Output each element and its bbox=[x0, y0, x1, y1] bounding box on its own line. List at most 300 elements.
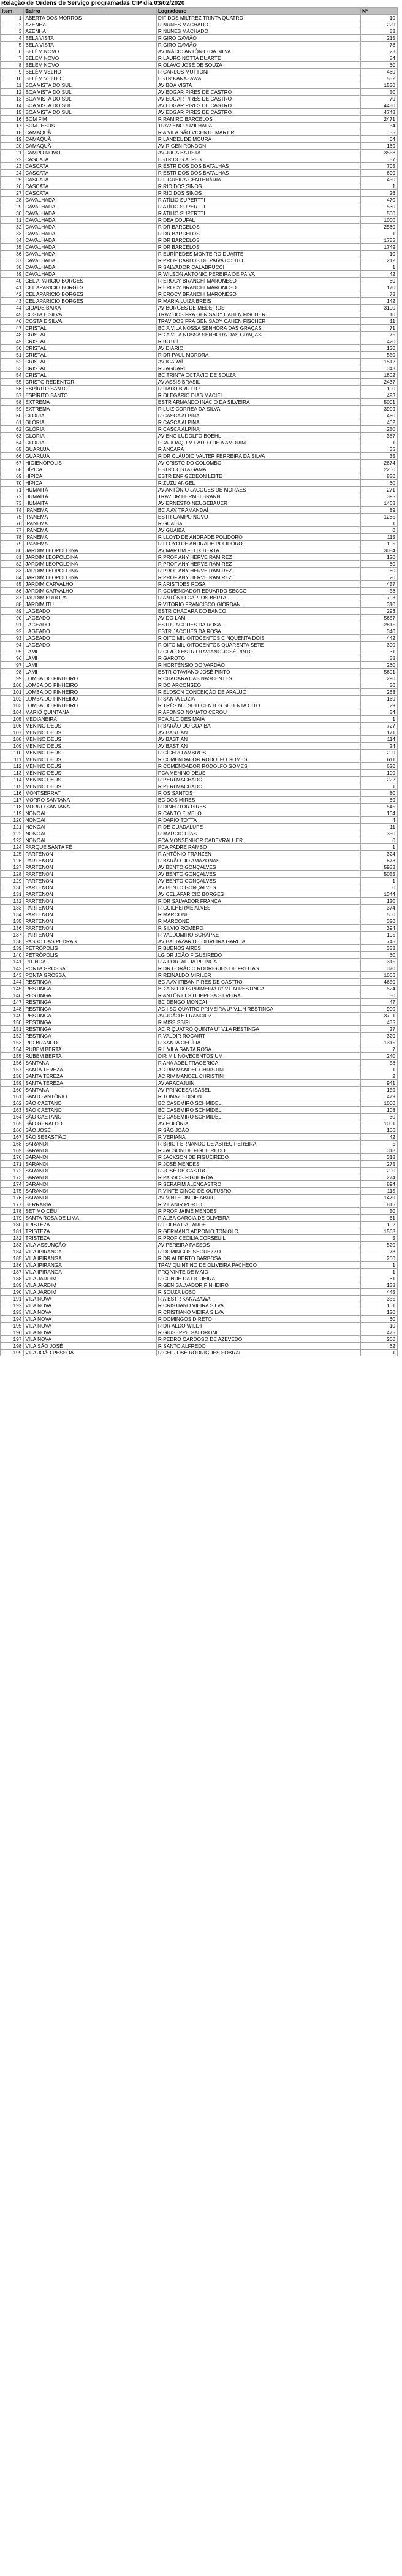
cell-numero: 394 bbox=[361, 925, 398, 932]
table-row bbox=[1, 1080, 398, 1087]
table-row bbox=[1, 669, 398, 675]
cell-item: 118 bbox=[1, 804, 24, 810]
cell-logradouro: AV BENTO GONÇALVES bbox=[156, 864, 360, 871]
cell-bairro: IPANEMA bbox=[24, 527, 157, 534]
table-row bbox=[1, 655, 398, 662]
cell-logradouro: R ÍTALO BRUTTO bbox=[156, 386, 360, 392]
table-row bbox=[1, 278, 398, 284]
table-row bbox=[1, 662, 398, 669]
table-row bbox=[1, 338, 398, 345]
cell-numero: 27 bbox=[361, 1026, 398, 1033]
cell-logradouro: R VALDIR ROCAIRT bbox=[156, 1033, 360, 1039]
cell-logradouro: R CRISTIANO VIEIRA SILVA bbox=[156, 1309, 360, 1316]
table-row bbox=[1, 210, 398, 217]
cell-bairro: CEL APARICIO BORGES bbox=[24, 298, 157, 305]
cell-item: 30 bbox=[1, 210, 24, 217]
cell-logradouro: AV PEREIRA PASSOS bbox=[156, 1242, 360, 1248]
table-row bbox=[1, 217, 398, 224]
cell-bairro: CAMPO NOVO bbox=[24, 150, 157, 156]
cell-logradouro: R MARCIO DIAS bbox=[156, 830, 360, 837]
cell-bairro: CAVALHADA bbox=[24, 197, 157, 203]
cell-bairro: SÃO GERALDO bbox=[24, 1120, 157, 1127]
cell-logradouro: R PERI MACHADO bbox=[156, 783, 360, 790]
cell-item: 32 bbox=[1, 224, 24, 230]
cell-numero: 240 bbox=[361, 1053, 398, 1060]
cell-bairro: VILA IPIRANGA bbox=[24, 1269, 157, 1275]
cell-logradouro: R DR SALVADOR FRANÇA bbox=[156, 898, 360, 905]
cell-bairro: MENINO DEUS bbox=[24, 723, 157, 729]
cell-numero: 80 bbox=[361, 278, 398, 284]
table-row bbox=[1, 1073, 398, 1080]
cell-logradouro: AC RIV MANOEL CHRISTINI bbox=[156, 1066, 360, 1073]
cell-item: 196 bbox=[1, 1329, 24, 1336]
cell-numero: 1 bbox=[361, 878, 398, 884]
table-row bbox=[1, 123, 398, 129]
table-row bbox=[1, 21, 398, 28]
cell-numero: 35 bbox=[361, 453, 398, 460]
cell-numero: 115 bbox=[361, 534, 398, 541]
cell-bairro: RESTINGA bbox=[24, 1019, 157, 1026]
table-row bbox=[1, 1168, 398, 1174]
cell-bairro: SARANDI bbox=[24, 1195, 157, 1201]
cell-bairro: PARTENON bbox=[24, 871, 157, 878]
table-row bbox=[1, 1208, 398, 1215]
cell-item: 193 bbox=[1, 1309, 24, 1316]
cell-item: 5 bbox=[1, 42, 24, 48]
cell-numero: 53 bbox=[361, 28, 398, 35]
cell-item: 140 bbox=[1, 952, 24, 959]
cell-bairro: IPANEMA bbox=[24, 507, 157, 514]
cell-numero: 690 bbox=[361, 170, 398, 177]
cell-numero: 30 bbox=[361, 1114, 398, 1120]
cell-item: 191 bbox=[1, 1296, 24, 1302]
cell-bairro: IPANEMA bbox=[24, 514, 157, 520]
cell-item: 43 bbox=[1, 298, 24, 305]
cell-logradouro: AC R QUATRO QUINTA U° V.LA RESTINGA bbox=[156, 1026, 360, 1033]
cell-numero: 54 bbox=[361, 709, 398, 716]
cell-bairro: CAVALHADA bbox=[24, 251, 157, 257]
cell-numero: 58 bbox=[361, 655, 398, 662]
cell-numero: 1568 bbox=[361, 1228, 398, 1235]
cell-numero: 78 bbox=[361, 42, 398, 48]
column-header-numero: Nº bbox=[361, 8, 398, 15]
cell-bairro: MENINO DEUS bbox=[24, 729, 157, 736]
cell-logradouro: R EROCY BRANCHI MARONESO bbox=[156, 278, 360, 284]
cell-logradouro: AV BENTO GONÇALVES bbox=[156, 878, 360, 884]
cell-logradouro: ESTR JACOUES DA ROSA bbox=[156, 621, 360, 628]
table-row bbox=[1, 1235, 398, 1242]
cell-logradouro: R CEL JOSÉ RODRIGUES SOBRAL bbox=[156, 1350, 360, 1356]
cell-item: 33 bbox=[1, 230, 24, 237]
table-row bbox=[1, 1066, 398, 1073]
cell-numero: 0 bbox=[361, 837, 398, 844]
table-row bbox=[1, 257, 398, 264]
cell-bairro: SANTANA bbox=[24, 1060, 157, 1066]
cell-item: 165 bbox=[1, 1120, 24, 1127]
cell-bairro: BOA VISTA DO SUL bbox=[24, 109, 157, 116]
table-row bbox=[1, 911, 398, 918]
cell-logradouro: R ATÍLIO SUPERTTI bbox=[156, 197, 360, 203]
cell-logradouro: R SANTA CECÍLIA bbox=[156, 1039, 360, 1046]
cell-logradouro: R OLEGÁRIO DIAS MACIEL bbox=[156, 392, 360, 399]
cell-bairro: MENINO DEUS bbox=[24, 750, 157, 756]
cell-numero: 320 bbox=[361, 1033, 398, 1039]
cell-logradouro: AV BASTIAN bbox=[156, 729, 360, 736]
cell-bairro: ESPÍRITO SANTO bbox=[24, 386, 157, 392]
cell-bairro: BOA VISTA DO SUL bbox=[24, 102, 157, 109]
cell-item: 164 bbox=[1, 1114, 24, 1120]
cell-item: 180 bbox=[1, 1222, 24, 1228]
table-row bbox=[1, 965, 398, 972]
cell-numero: 5 bbox=[361, 1235, 398, 1242]
table-row bbox=[1, 311, 398, 318]
cell-numero: 1285 bbox=[361, 514, 398, 520]
table-row bbox=[1, 426, 398, 433]
cell-numero: 50 bbox=[361, 1208, 398, 1215]
cell-numero: 215 bbox=[361, 35, 398, 42]
cell-item: 79 bbox=[1, 541, 24, 547]
cell-bairro: BOA VISTA DO SUL bbox=[24, 82, 157, 89]
cell-numero: 1 bbox=[361, 1066, 398, 1073]
cell-bairro: CAMAQUÃ bbox=[24, 136, 157, 143]
cell-bairro: VILA ASSUNÇÃO bbox=[24, 1242, 157, 1248]
cell-logradouro: R PEDRO CARDOSO DE AZEVEDO bbox=[156, 1336, 360, 1343]
cell-logradouro: AV INÁCIO ANTÔNIO DA SILVA bbox=[156, 48, 360, 55]
table-row bbox=[1, 412, 398, 419]
cell-numero: 374 bbox=[361, 905, 398, 911]
cell-item: 98 bbox=[1, 669, 24, 675]
cell-item: 51 bbox=[1, 352, 24, 359]
cell-numero: 5601 bbox=[361, 669, 398, 675]
cell-numero: 355 bbox=[361, 1296, 398, 1302]
cell-numero: 260 bbox=[361, 1336, 398, 1343]
table-row bbox=[1, 581, 398, 588]
cell-numero: 2674 bbox=[361, 460, 398, 466]
cell-numero: 80 bbox=[361, 561, 398, 568]
cell-bairro: SARANDI bbox=[24, 1154, 157, 1161]
table-row bbox=[1, 1100, 398, 1107]
cell-logradouro: AV CEL APARICIO BORGES bbox=[156, 891, 360, 898]
cell-bairro: PONTA GROSSA bbox=[24, 972, 157, 979]
cell-logradouro: R REINALDO MIRILER bbox=[156, 972, 360, 979]
cell-logradouro: R LLOYD DE ANDRADE POLIDORO bbox=[156, 534, 360, 541]
cell-logradouro: R VALDOMIRO SCHAPKE bbox=[156, 932, 360, 938]
table-row bbox=[1, 1188, 398, 1195]
cell-item: 6 bbox=[1, 48, 24, 55]
cell-item: 114 bbox=[1, 777, 24, 783]
cell-item: 93 bbox=[1, 635, 24, 642]
cell-item: 15 bbox=[1, 109, 24, 116]
cell-logradouro: R DO ARCONSEO bbox=[156, 682, 360, 689]
table-row bbox=[1, 608, 398, 615]
cell-numero: 450 bbox=[361, 177, 398, 183]
cell-numero: 89 bbox=[361, 507, 398, 514]
cell-numero: 500 bbox=[361, 210, 398, 217]
cell-numero: 324 bbox=[361, 851, 398, 857]
cell-logradouro: R MARIA LUIZA BREIS bbox=[156, 298, 360, 305]
table-row bbox=[1, 284, 398, 291]
cell-numero: 815 bbox=[361, 1201, 398, 1208]
cell-bairro: JARDIM EUROPA bbox=[24, 595, 157, 601]
table-row bbox=[1, 830, 398, 837]
cell-numero: 550 bbox=[361, 352, 398, 359]
cell-numero: 1479 bbox=[361, 1195, 398, 1201]
cell-bairro: HUMAITÁ bbox=[24, 493, 157, 500]
cell-item: 96 bbox=[1, 655, 24, 662]
cell-numero: 274 bbox=[361, 1174, 398, 1181]
cell-logradouro: BC A VILA NOSSA SENHORA DAS GRAÇAS bbox=[156, 332, 360, 338]
column-header-logradouro: Logradouro bbox=[156, 8, 360, 15]
table-row bbox=[1, 763, 398, 770]
cell-item: 97 bbox=[1, 662, 24, 669]
cell-logradouro: PCA MENINO DEUS bbox=[156, 770, 360, 777]
cell-item: 78 bbox=[1, 534, 24, 541]
table-row bbox=[1, 817, 398, 824]
cell-bairro: SÃO CAETANO bbox=[24, 1114, 157, 1120]
cell-bairro: HUMAITÁ bbox=[24, 487, 157, 493]
cell-logradouro: R DR PAUL MORDRA bbox=[156, 352, 360, 359]
cell-bairro: CASCATA bbox=[24, 163, 157, 170]
cell-bairro: VILA NOVA bbox=[24, 1309, 157, 1316]
cell-bairro: HÍPICA bbox=[24, 466, 157, 473]
cell-logradouro: AV ASSIS BRASIL bbox=[156, 379, 360, 386]
cell-logradouro: AV BORGES DE MEDEIROS bbox=[156, 305, 360, 311]
table-row bbox=[1, 271, 398, 278]
table-row bbox=[1, 568, 398, 574]
cell-item: 195 bbox=[1, 1323, 24, 1329]
cell-bairro: GLÓRIA bbox=[24, 433, 157, 439]
cell-bairro: CAVALHADA bbox=[24, 237, 157, 244]
cell-numero: 42 bbox=[361, 271, 398, 278]
cell-item: 135 bbox=[1, 918, 24, 925]
cell-numero: 61 bbox=[361, 1215, 398, 1222]
cell-logradouro: BC A VILA NOSSA SENHORA DAS GRAÇAS bbox=[156, 325, 360, 332]
cell-logradouro: R PROF ANY HERVE RAMIREZ bbox=[156, 561, 360, 568]
cell-numero: 7 bbox=[361, 1046, 398, 1053]
table-row bbox=[1, 136, 398, 143]
table-row bbox=[1, 783, 398, 790]
cell-logradouro: BC TRINTA OCTÁVIO DE SOUZA bbox=[156, 372, 360, 379]
cell-logradouro: R ALBA GARCIA DE OLIVEIRA bbox=[156, 1215, 360, 1222]
table-row bbox=[1, 514, 398, 520]
cell-bairro: MORRO SANTANA bbox=[24, 804, 157, 810]
cell-logradouro: R BUENOS AIRES bbox=[156, 945, 360, 952]
cell-logradouro: R ELDSON CONCEIÇÃO DE ARAÚJO bbox=[156, 689, 360, 696]
table-row bbox=[1, 1248, 398, 1255]
cell-item: 179 bbox=[1, 1215, 24, 1222]
cell-bairro: CRISTAL bbox=[24, 325, 157, 332]
cell-numero: 159 bbox=[361, 1087, 398, 1093]
cell-logradouro: R AFONSO NONATO CEROU bbox=[156, 709, 360, 716]
cell-logradouro: R PROF JAIME MENDES bbox=[156, 1208, 360, 1215]
cell-logradouro: PCA PADRE RAMBO bbox=[156, 844, 360, 851]
cell-numero: 290 bbox=[361, 675, 398, 682]
cell-numero: 209 bbox=[361, 750, 398, 756]
cell-bairro: BOA VISTA DO SUL bbox=[24, 96, 157, 102]
cell-bairro: PARTENON bbox=[24, 864, 157, 871]
cell-logradouro: R CANTO E MELO bbox=[156, 810, 360, 817]
table-row bbox=[1, 1201, 398, 1208]
cell-logradouro: R SERAFIM ALENCASTRO bbox=[156, 1181, 360, 1188]
cell-logradouro: R VERIANA bbox=[156, 1134, 360, 1141]
table-row bbox=[1, 898, 398, 905]
cell-item: 103 bbox=[1, 702, 24, 709]
cell-bairro: CAVALHADA bbox=[24, 203, 157, 210]
cell-item: 115 bbox=[1, 783, 24, 790]
table-row bbox=[1, 628, 398, 635]
cell-numero: 2471 bbox=[361, 116, 398, 123]
table-row bbox=[1, 925, 398, 932]
cell-item: 117 bbox=[1, 797, 24, 804]
table-row bbox=[1, 291, 398, 298]
cell-bairro: CAVALHADA bbox=[24, 244, 157, 251]
cell-item: 47 bbox=[1, 325, 24, 332]
cell-logradouro: R ANTÔNIO GIUDPPESA SILVEIRA bbox=[156, 992, 360, 999]
table-row bbox=[1, 69, 398, 75]
table-row bbox=[1, 574, 398, 581]
cell-logradouro: BC A AV ITIBAN PIRES DE CASTRO bbox=[156, 979, 360, 986]
cell-item: 152 bbox=[1, 1033, 24, 1039]
cell-logradouro: R RAMIRO BARCELOS bbox=[156, 116, 360, 123]
cell-item: 55 bbox=[1, 379, 24, 386]
cell-bairro: TRISTEZA bbox=[24, 1222, 157, 1228]
cell-bairro: EXTREMA bbox=[24, 406, 157, 412]
cell-bairro: VILA NOVA bbox=[24, 1336, 157, 1343]
cell-bairro: LAMI bbox=[24, 662, 157, 669]
table-row bbox=[1, 709, 398, 716]
cell-item: 44 bbox=[1, 305, 24, 311]
cell-logradouro: R OLAVO JOSÉ DE SOUZA bbox=[156, 62, 360, 69]
cell-logradouro: AV CRISTO DO COLOMBO bbox=[156, 460, 360, 466]
table-row bbox=[1, 439, 398, 446]
cell-item: 63 bbox=[1, 433, 24, 439]
cell-logradouro: R EROCY BRANCHI MARONESO bbox=[156, 291, 360, 298]
table-row bbox=[1, 986, 398, 992]
cell-bairro: GUARUJÁ bbox=[24, 453, 157, 460]
header-row bbox=[1, 8, 398, 15]
table-row bbox=[1, 399, 398, 406]
cell-bairro: LAGEADO bbox=[24, 635, 157, 642]
cell-logradouro: AV EDGAR PIRES DE CASTRO bbox=[156, 109, 360, 116]
cell-bairro: SÃO CAETANO bbox=[24, 1100, 157, 1107]
cell-item: 159 bbox=[1, 1080, 24, 1087]
cell-bairro: ESPÍRITO SANTO bbox=[24, 392, 157, 399]
cell-logradouro: R DOMINGOS SEGUEZZO bbox=[156, 1248, 360, 1255]
cell-item: 19 bbox=[1, 136, 24, 143]
cell-item: 35 bbox=[1, 244, 24, 251]
table-row bbox=[1, 264, 398, 271]
cell-numero: 50 bbox=[361, 682, 398, 689]
table-row bbox=[1, 878, 398, 884]
table-row bbox=[1, 864, 398, 871]
cell-numero: 4650 bbox=[361, 979, 398, 986]
table-row bbox=[1, 251, 398, 257]
table-row bbox=[1, 804, 398, 810]
cell-bairro: RESTINGA bbox=[24, 1006, 157, 1013]
cell-numero: 2200 bbox=[361, 466, 398, 473]
table-row bbox=[1, 999, 398, 1006]
cell-item: 87 bbox=[1, 595, 24, 601]
cell-logradouro: R OITO MIL OITOCENTOS QUARENTA SETE bbox=[156, 642, 360, 648]
cell-bairro: GLÓRIA bbox=[24, 426, 157, 433]
table-row bbox=[1, 1222, 398, 1228]
table-row bbox=[1, 190, 398, 197]
cell-logradouro: AV JUCA BATISTA bbox=[156, 150, 360, 156]
table-row bbox=[1, 1255, 398, 1262]
cell-numero: 60 bbox=[361, 62, 398, 69]
cell-logradouro: R JOSÉ MENDES bbox=[156, 1161, 360, 1168]
cell-logradouro: ESTR CAMPO NOVO bbox=[156, 514, 360, 520]
cell-bairro: SERRARIA bbox=[24, 1201, 157, 1208]
cell-numero: 169 bbox=[361, 143, 398, 150]
cell-logradouro: R SANTA LUZIA bbox=[156, 696, 360, 702]
cell-logradouro: ESTR ARMANDO INÁCIO DA SILVEIRA bbox=[156, 399, 360, 406]
cell-item: 2 bbox=[1, 21, 24, 28]
cell-logradouro: R MISSISSIPI bbox=[156, 1019, 360, 1026]
cell-item: 119 bbox=[1, 810, 24, 817]
cell-numero: 195 bbox=[361, 932, 398, 938]
cell-numero: 1602 bbox=[361, 372, 398, 379]
cell-numero: 1 bbox=[361, 520, 398, 527]
cell-logradouro: R ESTR DOS DOS BATALHAS bbox=[156, 170, 360, 177]
table-row bbox=[1, 1013, 398, 1019]
cell-item: 175 bbox=[1, 1188, 24, 1195]
table-row bbox=[1, 972, 398, 979]
cell-logradouro: R RIO DOS SINOS bbox=[156, 183, 360, 190]
cell-item: 29 bbox=[1, 203, 24, 210]
cell-item: 136 bbox=[1, 925, 24, 932]
table-row bbox=[1, 386, 398, 392]
cell-item: 53 bbox=[1, 365, 24, 372]
cell-bairro: PARTENON bbox=[24, 925, 157, 932]
cell-item: 125 bbox=[1, 851, 24, 857]
cell-logradouro: PRQ VINTE DE MAIO bbox=[156, 1269, 360, 1275]
table-row bbox=[1, 244, 398, 251]
table-row bbox=[1, 844, 398, 851]
cell-item: 126 bbox=[1, 857, 24, 864]
table-row bbox=[1, 406, 398, 412]
cell-item: 189 bbox=[1, 1282, 24, 1289]
cell-logradouro: R PASSOS FIGUEIRÓA bbox=[156, 1174, 360, 1181]
cell-item: 68 bbox=[1, 466, 24, 473]
cell-bairro: LAGEADO bbox=[24, 642, 157, 648]
cell-item: 174 bbox=[1, 1181, 24, 1188]
cell-numero: 64 bbox=[361, 136, 398, 143]
cell-logradouro: R HORTÊNSIO DO VARDÃO bbox=[156, 662, 360, 669]
cell-item: 143 bbox=[1, 972, 24, 979]
cell-numero: 620 bbox=[361, 763, 398, 770]
cell-numero: 941 bbox=[361, 1080, 398, 1087]
cell-item: 34 bbox=[1, 237, 24, 244]
cell-bairro: PITINGA bbox=[24, 959, 157, 965]
cell-logradouro: R GUILHERME ALVES bbox=[156, 905, 360, 911]
cell-bairro: TRISTEZA bbox=[24, 1235, 157, 1242]
table-row bbox=[1, 230, 398, 237]
table-row bbox=[1, 1242, 398, 1248]
table-row bbox=[1, 419, 398, 426]
cell-bairro: MEDIANEIRA bbox=[24, 716, 157, 723]
cell-item: 110 bbox=[1, 750, 24, 756]
cell-numero: 442 bbox=[361, 635, 398, 642]
cell-numero: 1 bbox=[361, 844, 398, 851]
cell-item: 154 bbox=[1, 1046, 24, 1053]
cell-numero: 80 bbox=[361, 790, 398, 797]
cell-logradouro: TRAV DR HERMELBRANN bbox=[156, 493, 360, 500]
cell-item: 40 bbox=[1, 278, 24, 284]
cell-item: 25 bbox=[1, 177, 24, 183]
table-row bbox=[1, 89, 398, 96]
table-row bbox=[1, 884, 398, 891]
